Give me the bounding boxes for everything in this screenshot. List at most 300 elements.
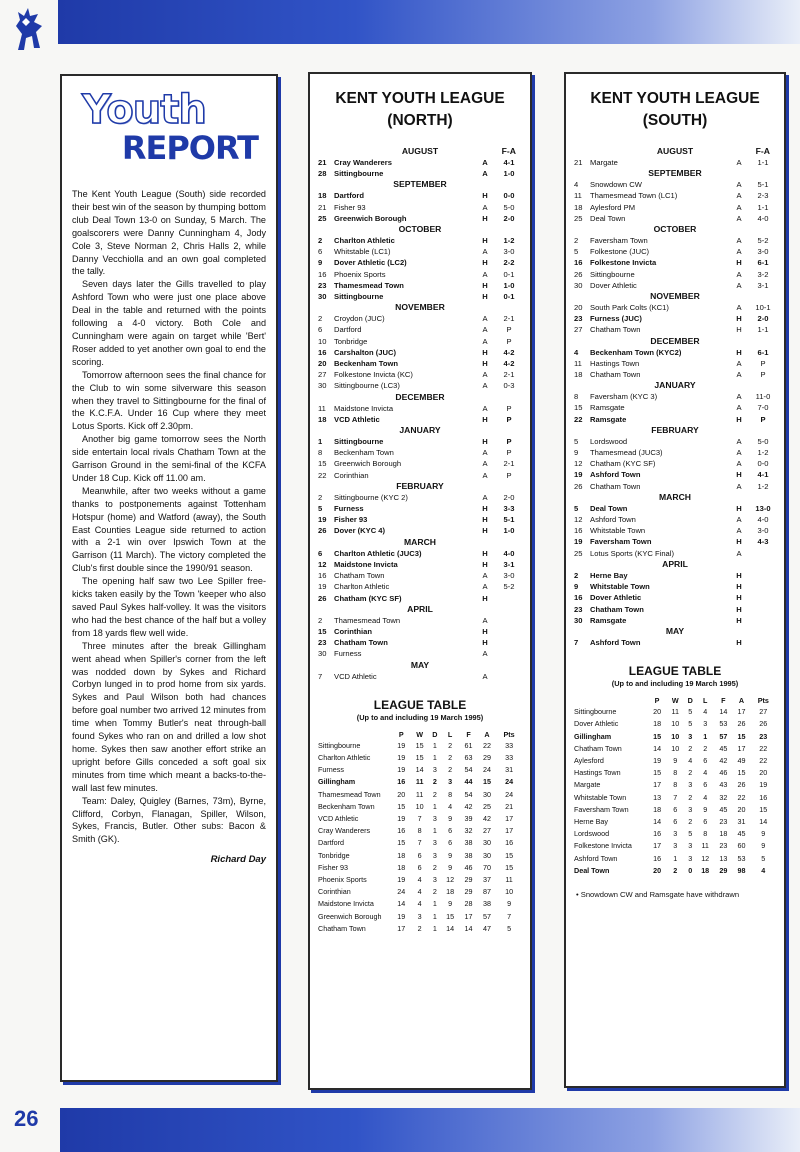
fixture-row bbox=[318, 380, 522, 391]
fixture-result: 10-1 bbox=[755, 303, 771, 313]
fixture-opponent: Whitstable (LC1) bbox=[334, 247, 391, 257]
stat-w: 7 bbox=[417, 838, 422, 848]
fixture-venue: H bbox=[482, 526, 488, 536]
fixture-row bbox=[574, 525, 776, 536]
stat-pts: 19 bbox=[759, 780, 768, 790]
fixture-date: 15 bbox=[318, 626, 327, 636]
stat-l: 2 bbox=[448, 740, 453, 750]
fixture-venue: A bbox=[736, 448, 742, 458]
stat-pts: 15 bbox=[505, 862, 514, 872]
fixture-date: 2 bbox=[574, 570, 579, 580]
table-row bbox=[318, 764, 522, 776]
stat-a: 57 bbox=[482, 911, 491, 921]
fixture-date: 8 bbox=[318, 448, 323, 458]
south-league-table bbox=[574, 695, 776, 877]
stat-p: 14 bbox=[653, 743, 662, 753]
table-row bbox=[318, 789, 522, 801]
stat-d: 4 bbox=[688, 755, 693, 765]
fixture-date: 5 bbox=[574, 247, 579, 257]
fixture-opponent: Carshalton (JUC) bbox=[334, 347, 397, 357]
fixture-row bbox=[574, 347, 776, 358]
stat-f: 32 bbox=[464, 826, 473, 836]
month-heading: JANUARY bbox=[399, 425, 441, 436]
stat-pts: 22 bbox=[759, 743, 768, 753]
stat-d: 1 bbox=[432, 826, 437, 836]
fixture-venue: H bbox=[736, 537, 742, 547]
fixture-date: 28 bbox=[318, 169, 327, 179]
fixture-row bbox=[574, 436, 776, 447]
stat-pts: 26 bbox=[759, 719, 768, 729]
south-table-subtitle: (Up to and including 19 March 1995) bbox=[611, 679, 739, 689]
fixture-opponent: Fisher 93 bbox=[334, 515, 368, 525]
fixture-date: 25 bbox=[574, 213, 583, 223]
month-heading: DECEMBER bbox=[395, 391, 445, 402]
fixture-venue: A bbox=[482, 448, 488, 458]
fixture-date: 20 bbox=[318, 359, 327, 369]
north-table-title: LEAGUE TABLE bbox=[373, 697, 467, 712]
stat-f: 54 bbox=[464, 765, 473, 775]
stat-pts: 33 bbox=[505, 740, 514, 750]
stat-f: 17 bbox=[464, 911, 473, 921]
fixture-result: 2-3 bbox=[757, 191, 769, 201]
fixture-result bbox=[496, 671, 522, 682]
team-name: Maidstone Invicta bbox=[318, 899, 374, 909]
stat-l: 9 bbox=[448, 850, 453, 860]
team-name: Folkestone Invicta bbox=[574, 841, 632, 851]
stat-d: 1 bbox=[432, 899, 437, 909]
stat-w: 6 bbox=[417, 862, 422, 872]
fixture-venue: H bbox=[736, 604, 742, 614]
fixture-venue: A bbox=[482, 370, 488, 380]
table-header-cell bbox=[318, 729, 392, 740]
stat-a: 22 bbox=[482, 740, 491, 750]
table-row bbox=[574, 865, 776, 877]
table-row bbox=[318, 911, 522, 923]
fixture-venue: H bbox=[736, 347, 742, 357]
fixture-row bbox=[574, 235, 776, 246]
fixture-result: P bbox=[760, 358, 766, 368]
stat-d: 1 bbox=[432, 752, 437, 762]
stat-d: 2 bbox=[688, 768, 693, 778]
stat-p: 19 bbox=[397, 874, 406, 884]
fixture-row bbox=[318, 347, 522, 358]
stat-w: 14 bbox=[415, 765, 424, 775]
fixture-opponent: Dover Athletic bbox=[590, 593, 642, 603]
fixture-date: 25 bbox=[574, 548, 583, 558]
fixture-date: 2 bbox=[318, 314, 323, 324]
table-row bbox=[574, 743, 776, 755]
month-heading: NOVEMBER bbox=[650, 291, 700, 302]
stat-l: 6 bbox=[448, 838, 453, 848]
fixture-opponent: Dover Athletic bbox=[590, 280, 637, 290]
stat-l: 4 bbox=[703, 768, 708, 778]
fixture-opponent: Herne Bay bbox=[590, 570, 628, 580]
fixture-result: 4-2 bbox=[503, 347, 515, 357]
team-name: Margate bbox=[574, 780, 601, 790]
fixture-date: 16 bbox=[318, 571, 327, 581]
fixture-row bbox=[574, 190, 776, 201]
team-name: Ashford Town bbox=[574, 853, 618, 863]
stat-f: 38 bbox=[464, 850, 473, 860]
stat-a: 17 bbox=[737, 707, 746, 717]
stat-f: 42 bbox=[464, 801, 473, 811]
stat-w: 8 bbox=[673, 768, 678, 778]
stat-f: 38 bbox=[464, 838, 473, 848]
fixture-result: 4-1 bbox=[757, 470, 769, 480]
fixture-row bbox=[318, 280, 522, 291]
fixture-row bbox=[318, 436, 522, 447]
fixture-opponent: Charlton Athletic (JUC3) bbox=[334, 548, 422, 558]
stat-w: 6 bbox=[673, 816, 678, 826]
fixture-opponent: Lordswood bbox=[590, 436, 628, 446]
month-heading: OCTOBER bbox=[398, 224, 442, 235]
fixture-date: 30 bbox=[574, 615, 583, 625]
fixture-date: 26 bbox=[318, 593, 327, 603]
fixture-date: 21 bbox=[318, 158, 327, 167]
fixture-result: 5-1 bbox=[503, 515, 515, 525]
fixture-opponent: Margate bbox=[590, 158, 618, 167]
fixture-result: P bbox=[506, 325, 512, 335]
fixture-date: 11 bbox=[318, 403, 326, 413]
fixture-date: 7 bbox=[318, 671, 323, 681]
stat-a: 26 bbox=[737, 780, 746, 790]
article-body bbox=[72, 188, 266, 846]
fixture-row bbox=[574, 570, 776, 581]
fixture-venue: A bbox=[736, 269, 742, 279]
stat-d: 2 bbox=[432, 862, 437, 872]
stat-pts: 14 bbox=[759, 816, 768, 826]
south-fixtures bbox=[574, 146, 776, 648]
fixture-opponent: Beckenham Town bbox=[334, 359, 398, 369]
fixture-result: 1-2 bbox=[757, 448, 769, 458]
fixture-opponent: Aylesford PM bbox=[590, 202, 636, 212]
stat-d: 1 bbox=[432, 801, 437, 811]
fixture-opponent: Faversham (KYC 3) bbox=[590, 392, 658, 402]
fixture-opponent: Beckenham Town (KYC2) bbox=[590, 347, 682, 357]
month-heading: OCTOBER bbox=[653, 224, 697, 235]
fixture-venue: A bbox=[482, 649, 488, 659]
stat-a: 26 bbox=[737, 719, 746, 729]
stat-pts: 15 bbox=[759, 804, 768, 814]
stat-w: 3 bbox=[417, 911, 422, 921]
stat-a: 30 bbox=[482, 850, 491, 860]
fixture-date: 4 bbox=[574, 347, 579, 357]
stat-f: 63 bbox=[464, 752, 473, 762]
team-name: Sittingbourne bbox=[574, 707, 617, 717]
fixture-row bbox=[574, 213, 776, 224]
stat-l: 9 bbox=[448, 862, 453, 872]
fixture-row bbox=[574, 637, 776, 648]
score-column-heading: F-A bbox=[755, 146, 770, 156]
fixture-venue: H bbox=[482, 213, 488, 223]
fixture-venue: A bbox=[736, 303, 742, 313]
fixture-result: 4-0 bbox=[757, 213, 769, 223]
stat-f: 39 bbox=[464, 813, 473, 823]
stat-pts: 31 bbox=[505, 765, 514, 775]
table-row bbox=[574, 706, 776, 718]
fixture-row bbox=[574, 592, 776, 603]
fixture-opponent: Sittingbourne (KYC 2) bbox=[334, 492, 408, 502]
fixture-opponent: Chatham (KYC SF) bbox=[590, 459, 656, 469]
north-league-panel bbox=[308, 72, 532, 1090]
stat-w: 4 bbox=[417, 887, 422, 897]
stat-a: 38 bbox=[482, 899, 491, 909]
table-header-cell: A bbox=[738, 696, 745, 706]
fixture-row bbox=[318, 291, 522, 302]
table-header-cell: W bbox=[671, 696, 679, 706]
month-heading: MAY bbox=[410, 659, 430, 670]
table-row bbox=[318, 923, 522, 935]
fixture-date: 2 bbox=[318, 492, 323, 502]
fixture-opponent: Chatham Town bbox=[590, 604, 644, 614]
stat-pts: 24 bbox=[505, 777, 514, 787]
stat-d: 3 bbox=[432, 765, 437, 775]
fixture-row bbox=[318, 492, 522, 503]
fixture-row bbox=[318, 414, 522, 425]
stat-a: 53 bbox=[737, 853, 746, 863]
stat-p: 13 bbox=[653, 792, 662, 802]
fixture-opponent: Ashford Town bbox=[590, 637, 641, 647]
fixture-date: 27 bbox=[318, 370, 327, 380]
fixture-result bbox=[750, 615, 776, 626]
fixture-row bbox=[574, 536, 776, 547]
article-paragraph: Meanwhile, after two weeks without a game thanks to postponements against Tottenham Hotspur (home) and Watford (away), the South East Counties League side returned to action with a 2-1 win over Ipswich Town at the Garrison (11 March). The victory completed the Club's first double since the 1990/91 season. bbox=[72, 485, 266, 574]
fixture-venue: A bbox=[736, 213, 742, 223]
stat-w: 6 bbox=[417, 850, 422, 860]
stat-l: 2 bbox=[448, 752, 453, 762]
fixture-result bbox=[496, 626, 522, 637]
fixture-row bbox=[318, 581, 522, 592]
stat-p: 20 bbox=[653, 707, 662, 717]
fixture-venue: A bbox=[482, 314, 488, 324]
stat-w: 3 bbox=[673, 829, 678, 839]
fixture-opponent: Fisher 93 bbox=[334, 202, 366, 212]
fixture-result: 3-2 bbox=[757, 269, 769, 279]
fixture-opponent: Ashford Town bbox=[590, 515, 636, 525]
stat-d: 1 bbox=[432, 740, 437, 750]
month-heading-row bbox=[318, 146, 522, 157]
fixture-opponent: Ashford Town bbox=[590, 470, 641, 480]
fixture-venue: H bbox=[482, 191, 488, 201]
table-row bbox=[574, 755, 776, 767]
stat-l: 6 bbox=[448, 826, 453, 836]
table-row bbox=[574, 853, 776, 865]
fixture-date: 27 bbox=[574, 325, 583, 335]
fixture-opponent: Cray Wanderers bbox=[334, 158, 392, 167]
stat-p: 17 bbox=[397, 923, 406, 933]
fixture-result: 0-3 bbox=[503, 381, 515, 391]
fixture-result: 3-3 bbox=[503, 504, 515, 514]
fixture-row bbox=[318, 503, 522, 514]
fixture-opponent: Chatham (KYC SF) bbox=[334, 593, 402, 603]
fixture-opponent: Sittingbourne (LC3) bbox=[334, 381, 400, 391]
fixture-row bbox=[574, 604, 776, 615]
stat-f: 32 bbox=[719, 792, 728, 802]
team-name: Gillingham bbox=[574, 731, 612, 741]
fixture-venue: H bbox=[482, 347, 488, 357]
stat-l: 4 bbox=[703, 792, 708, 802]
youth-report-panel bbox=[60, 74, 278, 1082]
fixture-opponent: Thamesmead Town (LC1) bbox=[590, 191, 678, 201]
stat-a: 70 bbox=[482, 862, 491, 872]
fixture-opponent: South Park Colts (KC1) bbox=[590, 303, 669, 313]
stat-d: 3 bbox=[688, 841, 693, 851]
article-paragraph: Tomorrow afternoon sees the final chance for the Club to win some silverware this season when they travel to Sittingbourne for the final of the K.C.F.A. Under 16 Cup where they meet Lotus Sports. Kick off 2.30pm. bbox=[72, 369, 266, 432]
fixture-date: 16 bbox=[574, 258, 583, 268]
article-paragraph: The Kent Youth League (South) side recorded their best win of the season by thumping bottom club Deal Town 13-0 on Sunday, 5 March. The goalscorers were Danny Cunningham 4, Jody Cole 3, Steve Norman 2, Chris Halls 2, while Danny Vecchiolla and an own goal completed the tally. bbox=[72, 189, 266, 277]
fixture-venue: H bbox=[482, 638, 488, 648]
fixture-date: 23 bbox=[318, 280, 327, 290]
table-header-cell: A bbox=[484, 729, 490, 739]
month-heading: NOVEMBER bbox=[395, 302, 445, 313]
fixture-row bbox=[574, 581, 776, 592]
stat-l: 1 bbox=[703, 731, 708, 741]
fixture-date: 18 bbox=[574, 202, 583, 212]
stat-d: 2 bbox=[432, 887, 437, 897]
footer-bar bbox=[60, 1108, 800, 1152]
fixture-opponent: Furness (JUC) bbox=[590, 314, 642, 324]
fixture-opponent: Sittingbourne bbox=[334, 437, 384, 447]
stat-p: 16 bbox=[397, 826, 406, 836]
fixture-result bbox=[496, 615, 522, 626]
north-fixtures bbox=[318, 146, 522, 682]
fixture-date: 12 bbox=[574, 515, 583, 525]
fixture-row bbox=[318, 593, 522, 604]
fixture-opponent: Ramsgate bbox=[590, 615, 627, 625]
stat-l: 4 bbox=[448, 801, 453, 811]
fixture-venue: A bbox=[736, 280, 742, 290]
stat-w: 3 bbox=[673, 841, 678, 851]
stat-w: 11 bbox=[415, 789, 424, 799]
fixture-opponent: VCD Athletic bbox=[334, 671, 377, 681]
fixture-result bbox=[496, 593, 522, 604]
stat-d: 3 bbox=[688, 853, 693, 863]
fixture-opponent: Maidstone Invicta bbox=[334, 403, 394, 413]
fixture-opponent: Corinthian bbox=[334, 626, 372, 636]
fixture-opponent: Greenwich Borough bbox=[334, 459, 402, 469]
team-name: Chatham Town bbox=[318, 923, 366, 933]
fixture-result: 5-0 bbox=[757, 436, 769, 446]
stat-f: 54 bbox=[464, 789, 473, 799]
stat-p: 20 bbox=[653, 865, 662, 875]
fixture-result: 2-1 bbox=[503, 314, 515, 324]
fixture-venue: A bbox=[736, 392, 742, 402]
fixture-opponent: Tonbridge bbox=[334, 336, 368, 346]
month-heading: SEPTEMBER bbox=[393, 179, 447, 190]
stat-pts: 20 bbox=[759, 768, 768, 778]
fixture-row bbox=[318, 336, 522, 347]
fixture-date: 8 bbox=[574, 392, 579, 402]
fixture-date: 2 bbox=[574, 236, 579, 246]
fixture-result: 0-0 bbox=[503, 191, 515, 201]
fixture-venue: A bbox=[736, 180, 742, 190]
fixture-date: 16 bbox=[318, 347, 327, 357]
fixture-date: 16 bbox=[574, 593, 583, 603]
fixture-result: 2-2 bbox=[503, 258, 515, 268]
fixture-venue: H bbox=[482, 258, 488, 268]
fixture-venue: H bbox=[736, 593, 742, 603]
fixture-venue: A bbox=[736, 236, 742, 246]
team-name: Beckenham Town bbox=[318, 801, 375, 811]
month-heading: MARCH bbox=[404, 536, 436, 547]
fixture-date: 12 bbox=[574, 459, 583, 469]
fixture-venue: A bbox=[482, 571, 488, 581]
fixture-venue: A bbox=[736, 370, 742, 380]
stat-pts: 33 bbox=[505, 752, 514, 762]
table-row bbox=[318, 801, 522, 813]
fixture-row bbox=[574, 458, 776, 469]
fixture-row bbox=[574, 514, 776, 525]
fixture-date: 23 bbox=[574, 604, 583, 614]
fixture-row bbox=[318, 190, 522, 201]
table-header-cell: F bbox=[721, 696, 726, 706]
stat-d: 3 bbox=[688, 731, 693, 741]
stat-f: 23 bbox=[719, 816, 728, 826]
fixture-venue: A bbox=[736, 548, 742, 558]
fixture-opponent: Deal Town bbox=[590, 213, 626, 223]
stat-p: 19 bbox=[397, 752, 406, 762]
stat-p: 15 bbox=[653, 731, 662, 741]
fixture-venue: A bbox=[482, 492, 488, 502]
stat-w: 7 bbox=[673, 792, 678, 802]
table-row bbox=[574, 804, 776, 816]
fixture-opponent: Furness bbox=[334, 649, 362, 659]
fixture-date: 26 bbox=[574, 269, 583, 279]
fixture-opponent: Whitstable Town bbox=[590, 526, 646, 536]
fixture-result: 5-2 bbox=[757, 236, 769, 246]
team-name: VCD Athletic bbox=[318, 813, 359, 823]
fixture-row bbox=[318, 324, 522, 335]
south-footnote: • Snowdown CW and Ramsgate have withdrawn bbox=[576, 889, 740, 899]
table-row bbox=[574, 816, 776, 828]
fixture-opponent: Whitstable Town bbox=[590, 582, 650, 592]
fixture-result: 4-1 bbox=[503, 158, 515, 167]
fixture-venue: A bbox=[482, 470, 488, 480]
fixture-row bbox=[574, 615, 776, 626]
fixture-result: 1-2 bbox=[503, 236, 515, 246]
fixture-venue: A bbox=[736, 526, 742, 536]
table-header-cell: D bbox=[432, 729, 438, 739]
team-name: Greenwich Borough bbox=[318, 911, 382, 921]
stat-f: 14 bbox=[719, 707, 728, 717]
stat-pts: 5 bbox=[507, 923, 512, 933]
stat-p: 19 bbox=[397, 765, 406, 775]
table-row bbox=[574, 718, 776, 730]
fixture-opponent: Dartford bbox=[334, 191, 364, 201]
report-title: REPORT bbox=[121, 129, 258, 167]
fixture-date: 4 bbox=[574, 180, 579, 190]
fixture-row bbox=[574, 358, 776, 369]
team-name: Whitstable Town bbox=[574, 792, 627, 802]
month-heading: AUGUST bbox=[656, 146, 694, 156]
stat-w: 4 bbox=[417, 874, 422, 884]
team-name: Charlton Athletic bbox=[318, 752, 371, 762]
table-row bbox=[318, 740, 522, 752]
table-row bbox=[574, 767, 776, 779]
table-row bbox=[318, 850, 522, 862]
fixture-row bbox=[574, 179, 776, 190]
fixture-venue: H bbox=[482, 593, 488, 603]
fixture-opponent: Hastings Town bbox=[590, 358, 640, 368]
fixture-venue: H bbox=[482, 626, 488, 636]
stat-w: 15 bbox=[415, 752, 424, 762]
fixture-result: 0-1 bbox=[503, 269, 515, 279]
fixture-venue: A bbox=[482, 403, 488, 413]
fixture-result: 2-1 bbox=[503, 370, 515, 380]
fixture-result: 4-0 bbox=[757, 515, 769, 525]
fixture-row bbox=[318, 447, 522, 458]
stat-pts: 9 bbox=[761, 829, 766, 839]
